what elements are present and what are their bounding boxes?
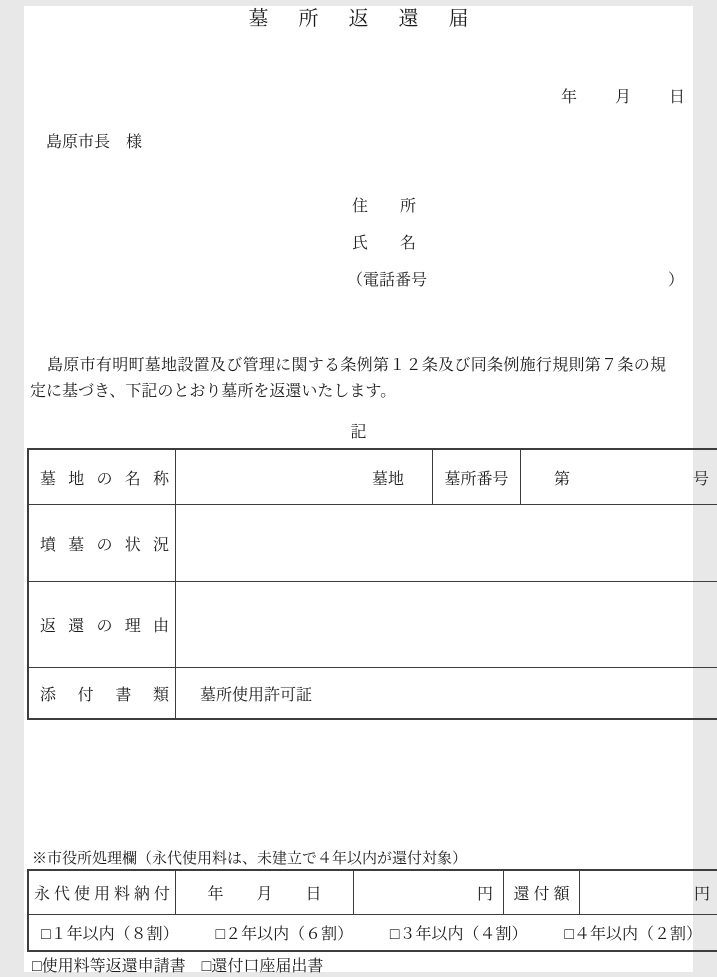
table-row — [28, 449, 717, 505]
phone-label-open: （電話番号 — [347, 271, 427, 291]
attached-documents-value: 墓所使用許可証 — [176, 668, 717, 720]
table-row — [28, 915, 717, 952]
return-reason-field — [176, 582, 717, 668]
fee-payment-label-cell — [28, 870, 176, 915]
checkbox-within-2-years[interactable]: □２年以内（６割） — [215, 921, 353, 944]
checkbox-within-1-year[interactable]: □１年以内（８割） — [41, 921, 179, 944]
refund-amount-field — [580, 870, 717, 915]
phone-label-close: ） — [668, 271, 684, 291]
payment-date-field — [176, 870, 354, 915]
issue-date-month-label: 月 — [615, 88, 631, 108]
address-label: 住 所 — [347, 197, 684, 217]
refund-label: 還付額 — [504, 870, 580, 915]
addressee-mayor: 島原市長 様 — [46, 133, 693, 153]
issue-date-day-label: 日 — [669, 88, 685, 108]
office-table — [27, 869, 717, 952]
yen-paid-label: 円 — [477, 886, 493, 903]
grave-name-label-cell — [28, 449, 176, 505]
table-row — [28, 870, 717, 915]
attached-documents-label-cell — [28, 668, 176, 720]
plot-number-suffix: 号 — [693, 466, 709, 489]
issue-date-year-label: 年 — [561, 88, 577, 108]
return-reason-label: 返 還 の 理 由 — [29, 613, 175, 636]
checkbox-within-3-years[interactable]: □３年以内（４割） — [390, 921, 528, 944]
grave-table — [27, 448, 717, 720]
return-reason-label-cell — [28, 582, 176, 668]
table-row — [28, 505, 717, 582]
payment-amount-field — [354, 870, 504, 915]
cemetery-suffix-label: 墓地 — [372, 471, 404, 488]
yen-refund-label: 円 — [694, 886, 710, 903]
page-title: 墓所返還届 — [24, 6, 693, 32]
plot-number-field — [521, 449, 717, 505]
refund-rate-checkboxes — [29, 921, 717, 944]
plot-number-prefix: 第 — [554, 466, 570, 489]
attached-documents-label: 添 付 書 類 — [29, 682, 175, 705]
table-row — [28, 668, 717, 720]
grave-name-label: 墓 地 の 名 称 — [29, 466, 175, 489]
payment-date-inner — [176, 881, 353, 904]
footer-document-checkboxes[interactable]: □使用料等返還申請書 □還付口座届出書 — [32, 957, 693, 977]
plot-number-inner — [521, 466, 717, 489]
phone-number-field — [347, 271, 684, 291]
fee-payment-label: 永 代 使 用 料 納 付 — [29, 881, 175, 904]
plot-number-label: 墓所番号 — [433, 449, 521, 505]
body-paragraph: 島原市有明町墓地設置及び管理に関する条例第１２条及び同条例施行規則第７条の規定に基づき、下記のとおり墓所を返還いたします。 — [30, 353, 666, 405]
record-heading: 記 — [24, 423, 693, 443]
document-page — [24, 6, 693, 972]
grave-condition-field — [176, 505, 717, 582]
grave-name-field — [176, 449, 433, 505]
name-label: 氏 名 — [347, 234, 684, 254]
refund-rate-checkbox-row — [28, 915, 717, 952]
applicant-block — [347, 197, 684, 291]
checkbox-within-4-years[interactable]: □４年以内（２割） — [564, 921, 702, 944]
payment-date-year-label: 年 — [207, 881, 223, 904]
payment-date-month-label: 月 — [256, 881, 272, 904]
payment-date-day-label: 日 — [306, 881, 322, 904]
grave-condition-label: 墳 墓 の 状 況 — [29, 532, 175, 555]
office-section-heading: ※市役所処理欄（永代使用料は、未建立で４年以内が還付対象） — [32, 850, 693, 869]
table-row — [28, 582, 717, 668]
issue-date-line — [24, 88, 685, 108]
grave-condition-label-cell — [28, 505, 176, 582]
